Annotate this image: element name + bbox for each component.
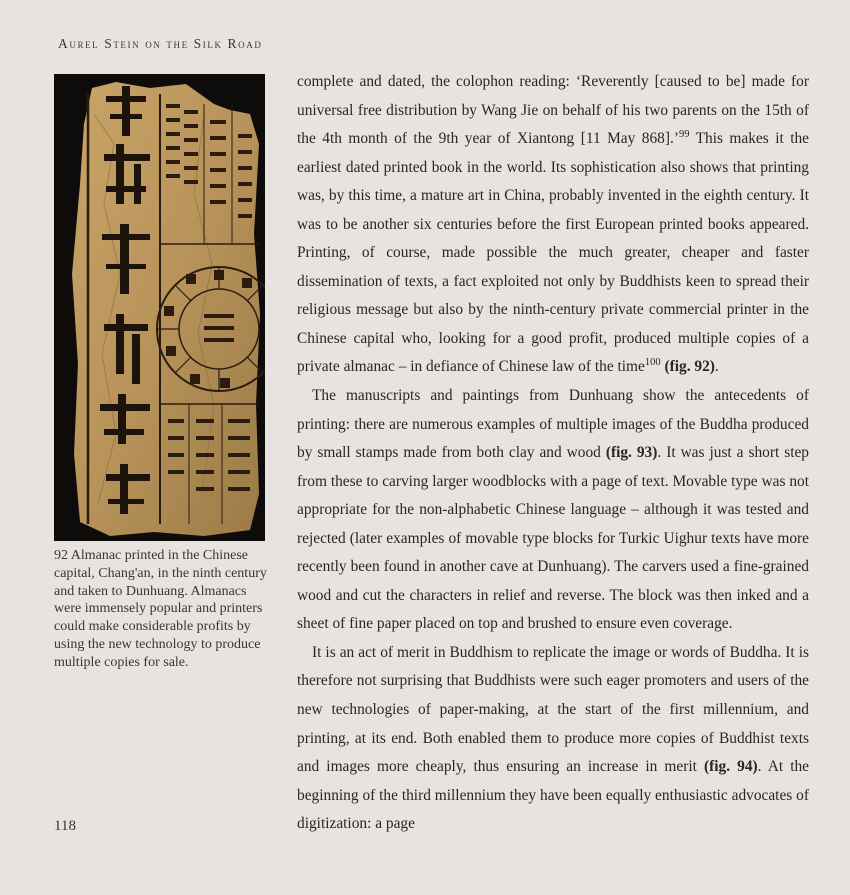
figure-reference: (fig. 93) <box>605 444 658 462</box>
footnote-marker: 99 <box>678 128 690 140</box>
footnote-marker: 100 <box>644 357 661 369</box>
figure-reference: (fig. 92) <box>664 358 715 376</box>
running-head: Aurel Stein on the Silk Road <box>58 36 263 51</box>
text-run: complete and dated, the colophon reading: ‘Reverently [caused to be] made for universal free distribution by Wang Jie on behalf of his two parents on the 15th of the 4th month of the 9th year of Xiantong [11 May 868].’ <box>297 73 809 148</box>
text-run: This makes it the earliest dated printed book in the world. Its sophistication also shows that printing was, by this time, a mature art in China, probably invented in the eighth century. It was to be another six centuries before the first European printed books appeared. Printing, of course, made possible the much greater, cheaper and faster dissemination of texts, a fact exploited not only by Buddhists keen to spread their religious message but also by the ninth-century private commercial printer in the Chinese capital who, looking for a good profit, produced multiple copies of a private almanac – in defiance of Chinese law of the time <box>297 130 810 376</box>
page-number: 118 <box>54 818 76 834</box>
paragraph <box>297 639 809 839</box>
body-text <box>297 68 809 839</box>
paragraph <box>297 68 809 382</box>
paragraph <box>297 382 809 639</box>
text-run: The manuscripts and paintings from Dunhuang show the antecedents of printing: there are numerous examples of multiple images of the Buddha produced by small stamps made from both clay and wood <box>297 387 809 462</box>
text-run: It is an act of merit in Buddhism to replicate the image or words of Buddha. It is therefore not surprising that Buddhists were such eager promoters and users of the new technologies of paper-making, at the start of the first millennium, and printing, at its end. Both enabled them to produce more copies of Buddhist texts and images more cheaply, thus ensuring an increase in merit <box>297 643 809 776</box>
text-run: . At the beginning of the third millennium they have been equally enthusiastic advocates of digitization: a page <box>297 758 810 833</box>
almanac-image <box>54 74 265 541</box>
figure-caption: 92 Almanac printed in the Chinese capital, Chang'an, in the ninth century and taken to Dunhuang. Almanacs were immensely popular and printers could make considerable profits by using the new technology to produce multiple copies for sale. <box>54 548 267 670</box>
text-run: . <box>714 358 719 376</box>
figure-reference: (fig. 94) <box>703 758 758 776</box>
text-run: . It was just a short step from these to carving larger woodblocks with a page of text. Movable type was not appropriate for the non-alphabetic Chinese language – although it was tested and rejected (later examples of movable type blocks for Turkic Uighur texts have more recently been found in another cave at Dunhuang). The carvers used a fine-grained wood and cut the characters in relief and reverse. The block was then inked and a sheet of fine paper placed on top and brushed to ensure even coverage. <box>297 444 809 633</box>
